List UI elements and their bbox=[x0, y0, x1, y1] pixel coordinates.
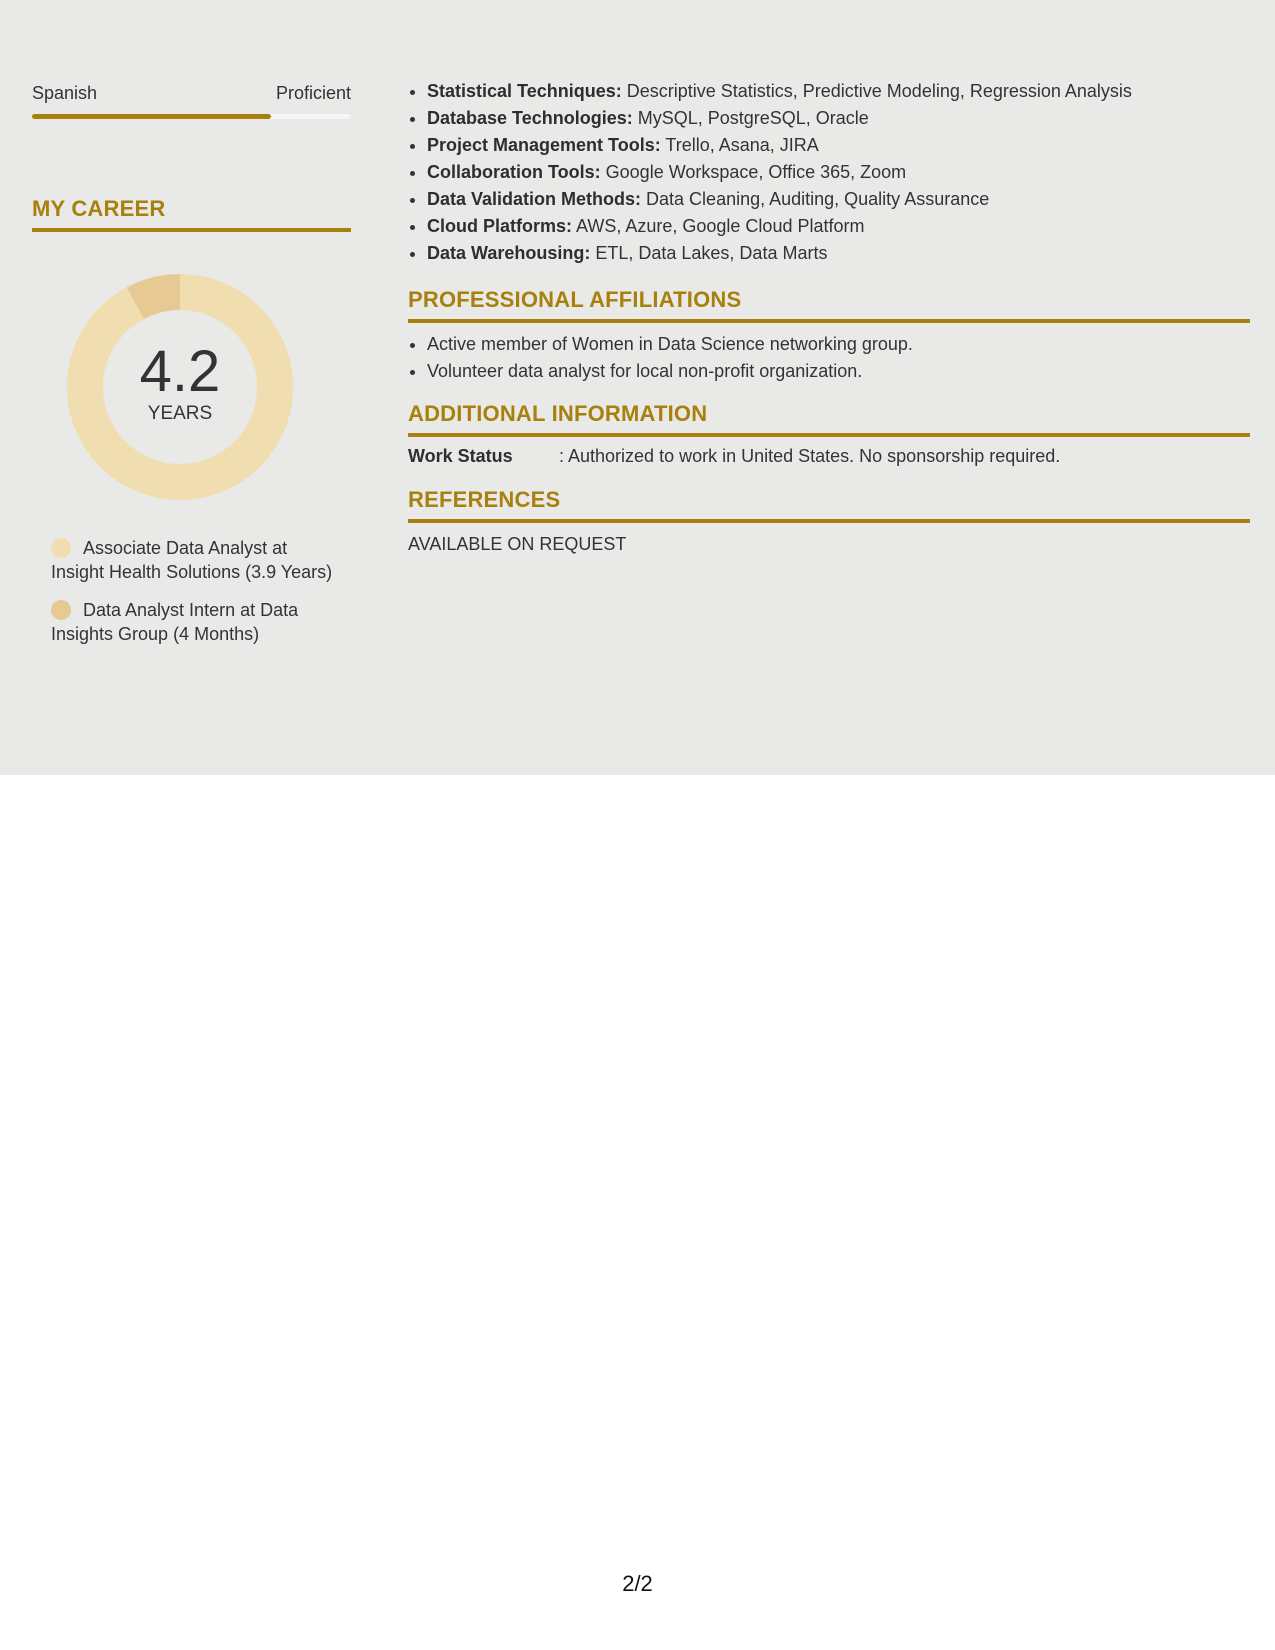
work-status-label: Work Status bbox=[408, 446, 513, 466]
skill-label: Data Warehousing: bbox=[427, 243, 591, 263]
page-number: 2/2 bbox=[622, 1571, 653, 1596]
skill-label: Cloud Platforms: bbox=[427, 216, 573, 236]
donut-total-value: 4.2 bbox=[139, 339, 221, 404]
skill-item bbox=[427, 213, 1250, 240]
legend-dot-icon bbox=[51, 600, 71, 620]
affiliations-section-title: PROFESSIONAL AFFILIATIONS bbox=[408, 287, 1250, 323]
work-status-value: : Authorized to work in United States. No sponsorship required. bbox=[559, 446, 1061, 466]
skill-label: Database Technologies: bbox=[427, 108, 633, 128]
right-column bbox=[408, 78, 1250, 555]
legend-item bbox=[51, 536, 341, 584]
language-row bbox=[32, 82, 351, 104]
skill-item bbox=[427, 186, 1250, 213]
skill-value: Trello, Asana, JIRA bbox=[660, 135, 819, 155]
legend-item bbox=[51, 598, 341, 646]
career-section-title: MY CAREER bbox=[32, 196, 351, 232]
legend-dot-icon bbox=[51, 538, 71, 558]
language-progress-track bbox=[32, 114, 351, 119]
language-level: Proficient bbox=[275, 83, 351, 103]
skill-value: ETL, Data Lakes, Data Marts bbox=[590, 243, 828, 263]
skill-item bbox=[427, 132, 1250, 159]
language-name: Spanish bbox=[32, 83, 98, 103]
skills-list bbox=[408, 78, 1250, 267]
donut-center bbox=[67, 274, 293, 500]
references-text: AVAILABLE ON REQUEST bbox=[408, 534, 627, 554]
affiliations-list bbox=[408, 331, 1250, 385]
skill-item bbox=[427, 105, 1250, 132]
skill-item bbox=[427, 159, 1250, 186]
career-legend bbox=[51, 536, 341, 660]
additional-info-section-title: ADDITIONAL INFORMATION bbox=[408, 401, 1250, 437]
career-donut-chart bbox=[67, 274, 293, 500]
skill-value: MySQL, PostgreSQL, Oracle bbox=[632, 108, 869, 128]
donut-total-unit: YEARS bbox=[147, 403, 213, 424]
legend-label: Data Analyst Intern at Data Insights Group (4 Months) bbox=[51, 600, 299, 644]
skill-item bbox=[427, 78, 1250, 105]
work-status-row bbox=[408, 445, 1250, 467]
references-section-title: REFERENCES bbox=[408, 487, 1250, 523]
skill-value: Google Workspace, Office 365, Zoom bbox=[600, 162, 907, 182]
skill-label: Statistical Techniques: bbox=[427, 81, 622, 101]
affiliation-item: • Active member of Women in Data Science networking group. bbox=[427, 331, 1250, 358]
language-progress-fill bbox=[32, 114, 271, 119]
skill-label: Project Management Tools: bbox=[427, 135, 661, 155]
legend-label: Associate Data Analyst at Insight Health Solutions (3.9 Years) bbox=[51, 538, 333, 582]
skill-value: AWS, Azure, Google Cloud Platform bbox=[572, 216, 865, 236]
affiliation-item: • Volunteer data analyst for local non-profit organization. bbox=[427, 358, 1250, 385]
skill-label: Data Validation Methods: bbox=[427, 189, 642, 209]
skill-value: Data Cleaning, Auditing, Quality Assurance bbox=[641, 189, 990, 209]
skill-value: Descriptive Statistics, Predictive Modeling, Regression Analysis bbox=[621, 81, 1132, 101]
skill-item bbox=[427, 240, 1250, 267]
skill-label: Collaboration Tools: bbox=[427, 162, 601, 182]
